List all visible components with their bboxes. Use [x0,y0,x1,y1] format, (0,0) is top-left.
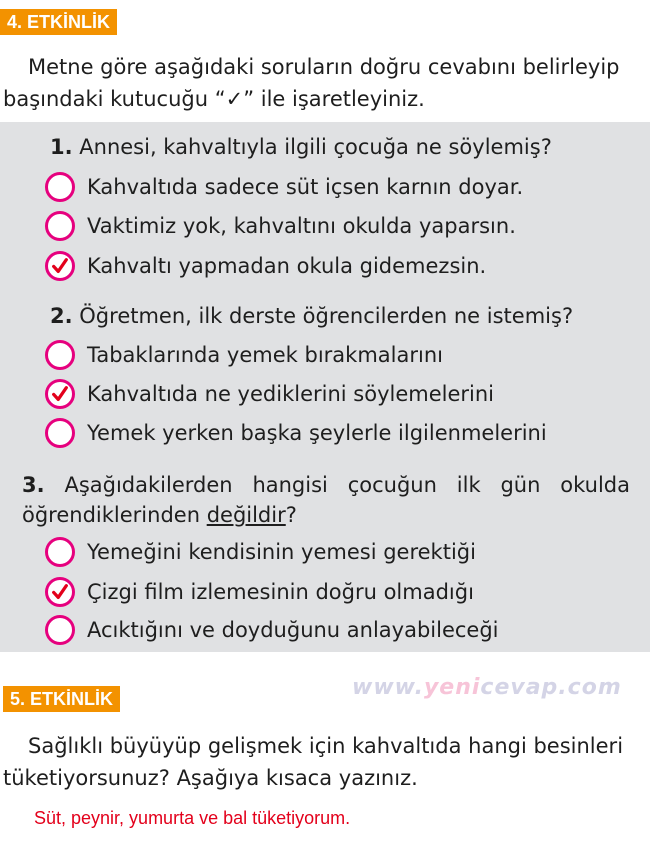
activity-5-question-line-2: tüketiyorsunuz? Aşağıya kısaca yazınız. [3,766,418,790]
radio-circle-icon[interactable] [45,615,75,645]
activity-5-tag: 5. ETKİNLİK [3,686,120,712]
option-1a[interactable]: Kahvaltıda sadece süt içsen karnın doyar. [45,171,523,203]
check-mark-icon: ✓ [225,87,244,111]
checked-circle-icon[interactable] [45,577,75,607]
check-icon [51,583,69,601]
activity-5-question-line-1: Sağlıklı büyüyüp gelişmek için kahvaltıda hangi besinleri [28,734,624,758]
check-icon [51,385,69,403]
instruction-line-1: Metne göre aşağıdaki soruların doğru cevabını belirleyip [28,55,620,79]
question-3-line-1: 3. Aşağıdakilerden hangisi çocuğun ilk gün okulda [22,473,630,497]
check-icon [51,257,69,275]
radio-circle-icon[interactable] [45,537,75,567]
option-3a[interactable]: Yemeğini kendisinin yemesi gerektiği [45,536,476,568]
question-1: 1. Annesi, kahvaltıyla ilgili çocuğa ne söylemiş? [50,135,552,159]
question-3-line-2: öğrendiklerinden değildir? [22,503,297,527]
option-2b[interactable]: Kahvaltıda ne yediklerini söylemelerini [45,378,494,410]
checked-circle-icon[interactable] [45,379,75,409]
radio-circle-icon[interactable] [45,211,75,241]
radio-circle-icon[interactable] [45,418,75,448]
option-3c[interactable]: Acıktığını ve doyduğunu anlayabileceği [45,614,499,646]
checked-circle-icon[interactable] [45,251,75,281]
watermark: www.yenicevap.com [352,675,622,700]
question-2: 2. Öğretmen, ilk derste öğrencilerden ne istemiş? [50,304,574,328]
radio-circle-icon[interactable] [45,340,75,370]
handwritten-answer: Süt, peynir, yumurta ve bal tüketiyorum. [34,808,351,828]
option-3b[interactable]: Çizgi film izlemesinin doğru olmadığı [45,576,474,608]
option-1b[interactable]: Vaktimiz yok, kahvaltını okulda yaparsın. [45,210,516,242]
option-2c[interactable]: Yemek yerken başka şeylerle ilgilenmelerini [45,417,547,449]
radio-circle-icon[interactable] [45,172,75,202]
option-2a[interactable]: Tabaklarında yemek bırakmalarını [45,339,443,371]
option-1c[interactable]: Kahvaltı yapmadan okula gidemezsin. [45,250,486,282]
instruction-line-2: başındaki kutucuğu “✓” ile işaretleyiniz. [3,87,425,111]
activity-4-tag: 4. ETKİNLİK [0,9,117,35]
